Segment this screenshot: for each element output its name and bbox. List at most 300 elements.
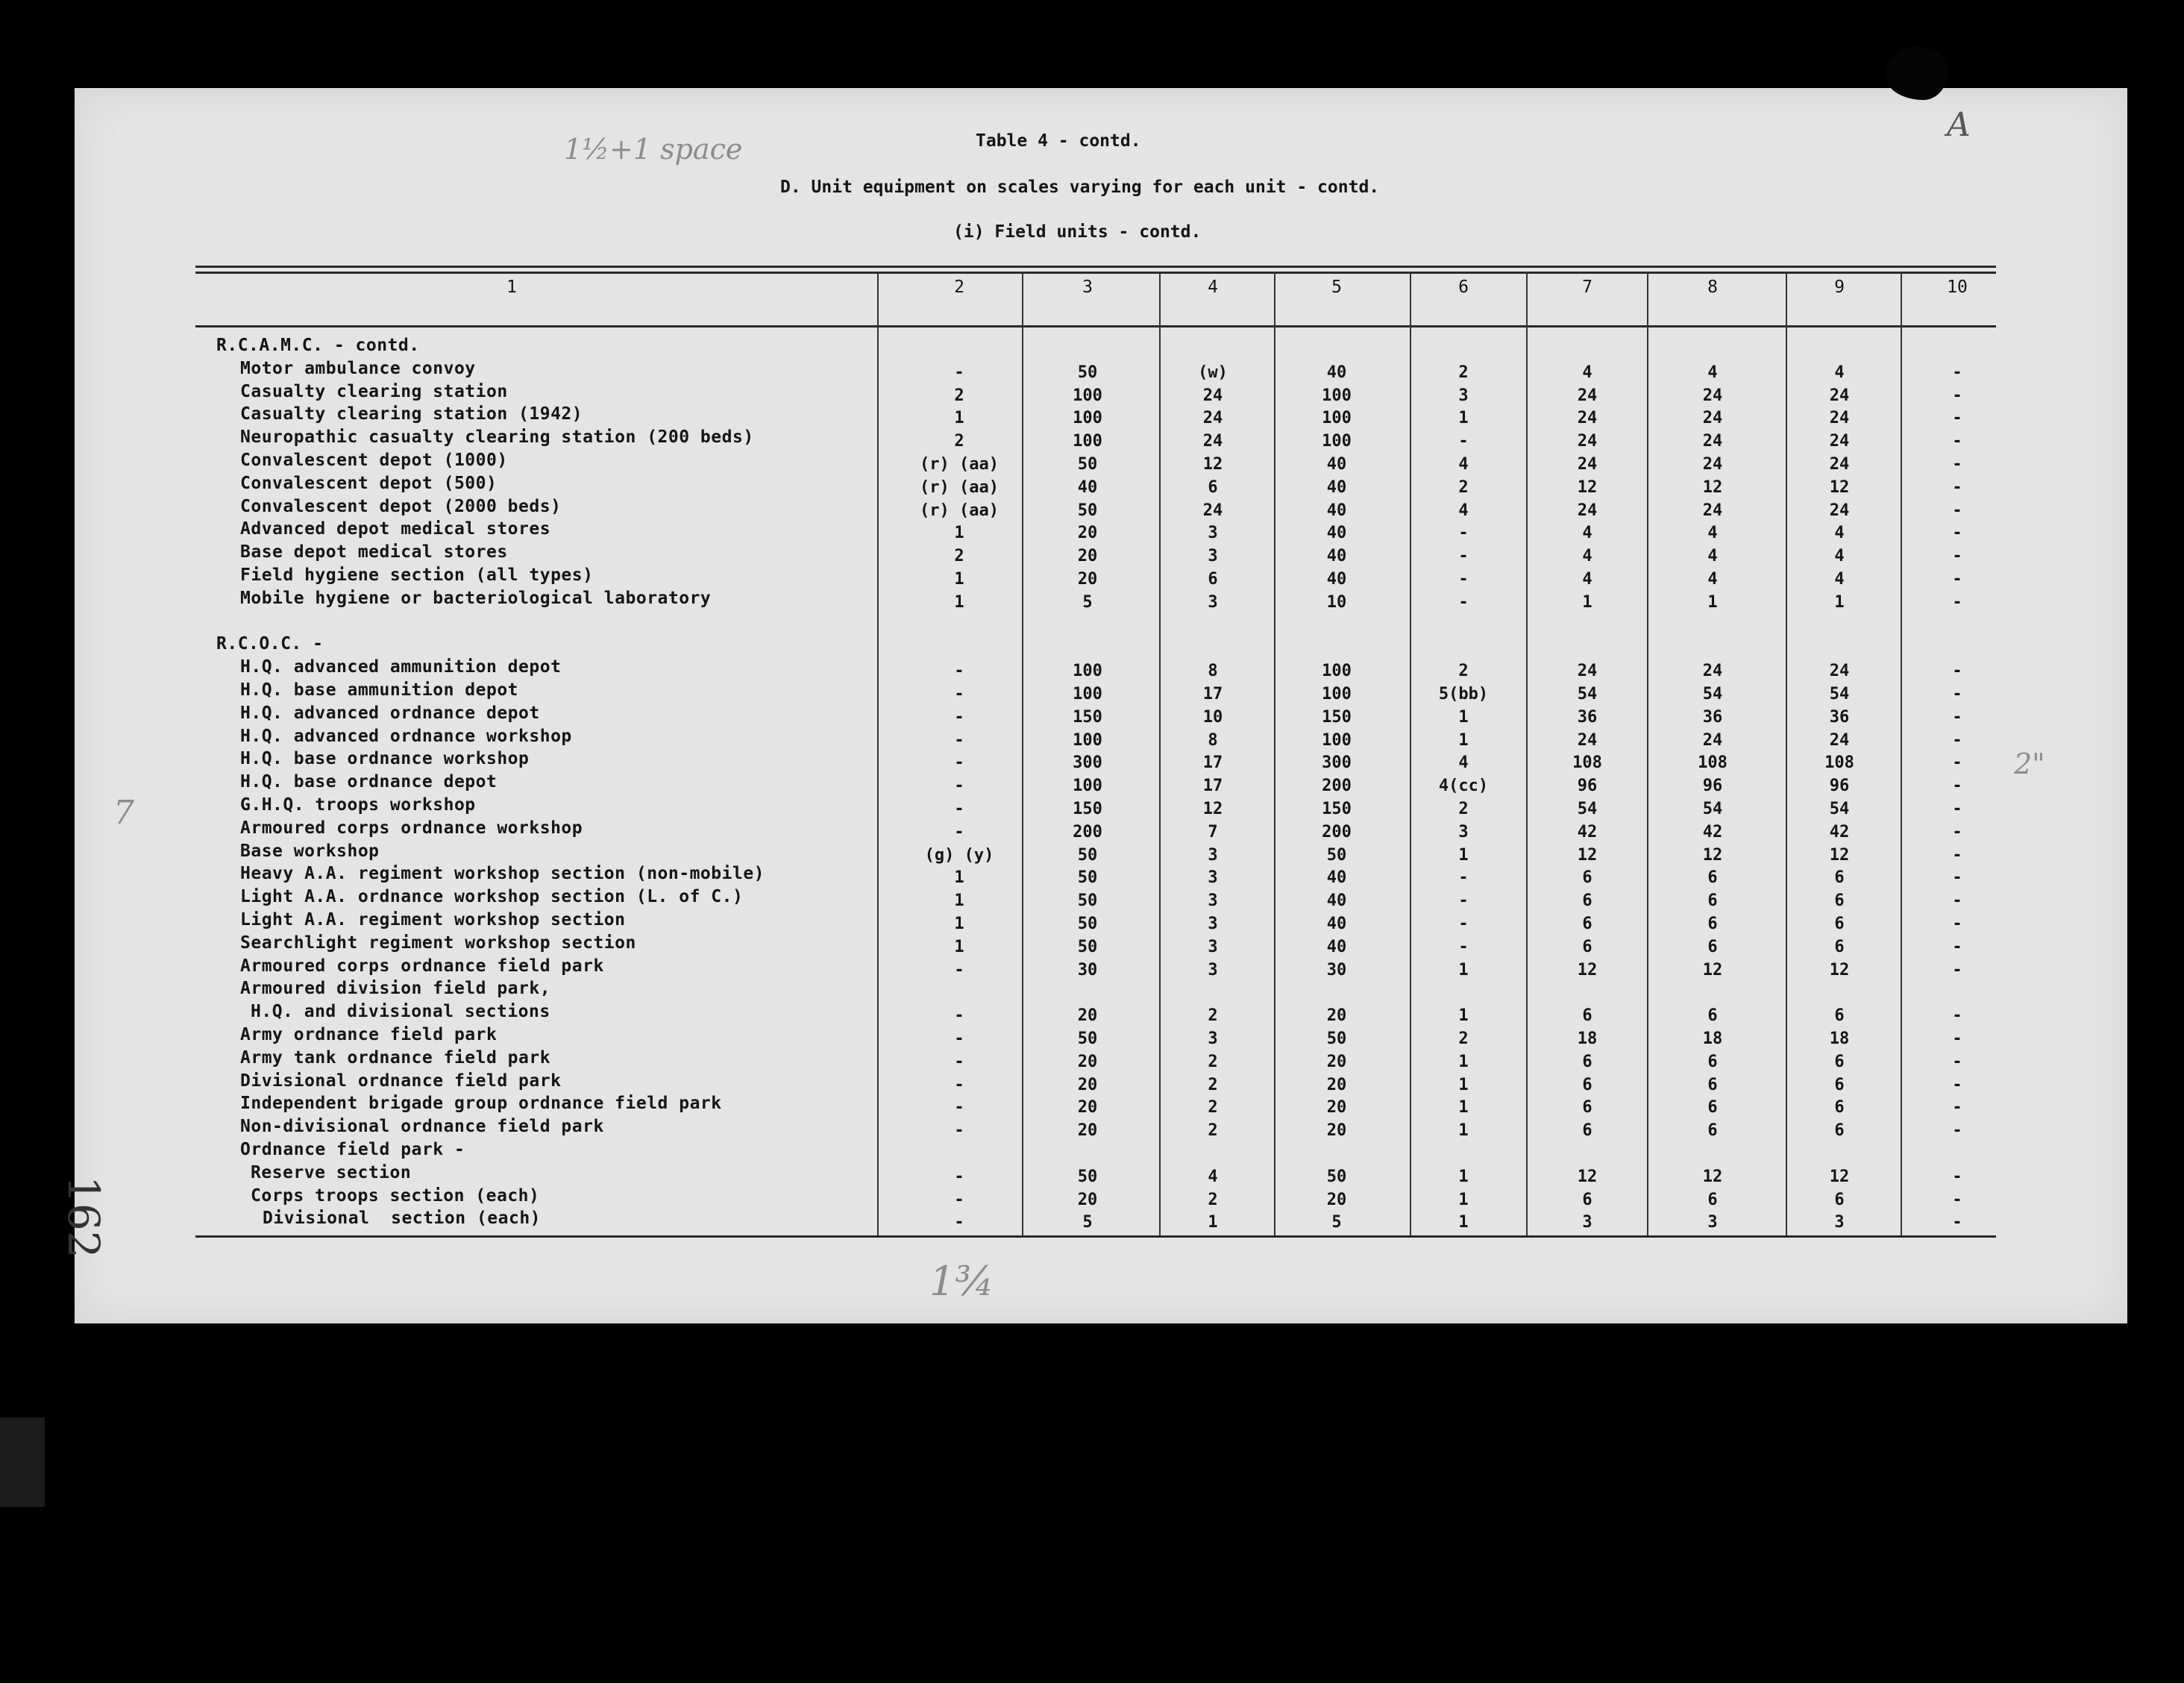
column-header: 7: [1582, 278, 1592, 297]
table-cell: 4: [1707, 547, 1718, 566]
table-cell: 4: [1834, 547, 1845, 566]
table-cell: 3: [1707, 1213, 1718, 1232]
column-divider: [1526, 272, 1528, 1235]
table-cell: 1: [1458, 1075, 1469, 1094]
table-cell: 100: [1073, 409, 1102, 428]
table-cell: -: [954, 730, 964, 750]
table-cell: 100: [1073, 386, 1102, 405]
column-divider: [1786, 272, 1787, 1235]
table-cell: 3: [1208, 960, 1218, 980]
column-header: 3: [1082, 278, 1093, 297]
table-cell: 100: [1073, 432, 1102, 451]
table-cell: 200: [1073, 822, 1102, 841]
table-cell: 18: [1577, 1029, 1598, 1048]
table-cell: 3: [1834, 1213, 1845, 1232]
table-cell: 6: [1834, 937, 1845, 956]
table-cell: 100: [1322, 409, 1352, 428]
handwritten-left-note: 7: [113, 794, 134, 832]
table-cell: -: [1952, 455, 1962, 474]
table-cell: 24: [1577, 501, 1598, 520]
row-label: Heavy A.A. regiment workshop section (non-mobile): [240, 864, 765, 884]
table-cell: 2: [1458, 477, 1469, 497]
table-cell: 200: [1322, 777, 1352, 796]
column-divider: [1647, 272, 1648, 1235]
table-cell: 4: [1707, 570, 1718, 589]
table-cell: 20: [1077, 1052, 1098, 1071]
table-cell: -: [1952, 662, 1962, 681]
table-cell: 50: [1077, 915, 1098, 933]
handwritten-bottom-note: 1¾: [929, 1258, 994, 1305]
table-cell: 3: [1208, 915, 1218, 933]
table-cell: 3: [1208, 891, 1218, 911]
table-cell: -: [954, 662, 964, 681]
table-cell: 6: [1582, 1075, 1592, 1094]
table-cell: -: [1952, 409, 1962, 428]
table-cell: 1: [1208, 1213, 1218, 1232]
table-cell: 1: [1458, 707, 1469, 727]
table-cell: -: [1952, 960, 1962, 980]
table-cell: 100: [1322, 386, 1352, 405]
table-cell: 6: [1834, 1052, 1845, 1071]
table-cell: 3: [1208, 845, 1218, 865]
table-cell: 24: [1202, 501, 1223, 520]
table-cell: -: [954, 1098, 964, 1118]
table-cell: -: [1952, 592, 1962, 612]
table-cell: 3: [1208, 937, 1218, 956]
table-cell: 20: [1077, 1190, 1098, 1209]
handwritten-top-note: 1½+1 space: [564, 133, 743, 166]
table-cell: 40: [1326, 570, 1347, 589]
column-header: 1: [506, 278, 517, 297]
handwritten-right-note: 2": [2014, 748, 2045, 780]
table-cell: -: [1952, 800, 1962, 818]
table-cell: 6: [1582, 937, 1592, 956]
table-cell: -: [954, 1052, 964, 1071]
column-header: 6: [1458, 278, 1469, 297]
table-cell: 1: [954, 409, 964, 428]
table-cell: 24: [1702, 501, 1723, 520]
table-cell: -: [1952, 1075, 1962, 1094]
table-cell: -: [1952, 915, 1962, 933]
table-cell: 20: [1077, 547, 1098, 566]
table-cell: 1: [1458, 1167, 1469, 1186]
table-cell: 5: [1082, 592, 1093, 612]
table-cell: 100: [1073, 730, 1102, 750]
row-label: Field hygiene section (all types): [240, 565, 594, 585]
column-header: 5: [1331, 278, 1342, 297]
table-cell: -: [1952, 685, 1962, 703]
table-cell: -: [1952, 1029, 1962, 1048]
table-cell: (r) (aa): [920, 477, 999, 497]
table-cell: 96: [1577, 777, 1598, 796]
row-label: Armoured division field park,: [240, 979, 551, 999]
table-cell: 24: [1702, 662, 1723, 681]
table-cell: 50: [1077, 455, 1098, 474]
row-label: Searchlight regiment workshop section: [240, 933, 636, 953]
table-cell: 5(bb): [1438, 685, 1489, 703]
table-cell: 24: [1577, 662, 1598, 681]
table-cell: 54: [1829, 685, 1850, 703]
row-label: H.Q. and divisional sections: [251, 1002, 550, 1022]
row-label: Base depot medical stores: [240, 542, 508, 562]
table-cell: 50: [1077, 845, 1098, 865]
table-cell: 12: [1577, 477, 1598, 497]
table-cell: -: [954, 960, 964, 980]
row-label: Advanced depot medical stores: [240, 519, 551, 539]
table-cell: 1: [1458, 1213, 1469, 1232]
table-cell: 12: [1829, 1167, 1850, 1186]
table-cell: -: [954, 1075, 964, 1094]
table-cell: 2: [1208, 1121, 1218, 1141]
table-cell: 50: [1326, 845, 1347, 865]
row-label: H.Q. advanced ordnance workshop: [240, 726, 572, 746]
table-cell: -: [1952, 730, 1962, 750]
table-cell: 54: [1577, 800, 1598, 818]
table-cell: 4: [1582, 363, 1592, 382]
table-cell: 30: [1077, 960, 1098, 980]
column-divider: [877, 272, 879, 1235]
table-cell: 6: [1834, 891, 1845, 911]
table-cell: 54: [1577, 685, 1598, 703]
table-cell: 1: [954, 868, 964, 888]
table-cell: 6: [1707, 1098, 1718, 1118]
table-cell: 12: [1577, 960, 1598, 980]
table-cell: 2: [1208, 1098, 1218, 1118]
table-cell: -: [1952, 777, 1962, 796]
table-cell: -: [1952, 1213, 1962, 1232]
table-cell: 1: [954, 592, 964, 612]
table-cell: 7: [1208, 822, 1218, 841]
table-cell: 2: [954, 432, 964, 451]
table-cell: 1: [1458, 1006, 1469, 1026]
table-cell: 300: [1073, 753, 1102, 773]
table-cell: 100: [1322, 432, 1352, 451]
row-label: H.Q. base ordnance depot: [240, 772, 498, 792]
table-cell: 2: [954, 547, 964, 566]
table-cell: -: [1458, 915, 1469, 933]
table-cell: 1: [1458, 1190, 1469, 1209]
table-cell: 17: [1202, 777, 1223, 796]
row-label: Light A.A. ordnance workshop section (L. of C.): [240, 887, 744, 907]
table-cell: 108: [1824, 753, 1854, 773]
table-cell: 100: [1322, 685, 1352, 703]
row-label: H.Q. advanced ammunition depot: [240, 657, 562, 677]
column-header: 2: [954, 278, 964, 297]
table-cell: -: [954, 800, 964, 818]
table-cell: 24: [1577, 386, 1598, 405]
table-cell: 4: [1458, 501, 1469, 520]
table-cell: 24: [1829, 730, 1850, 750]
table-cell: 6: [1834, 1190, 1845, 1209]
table-cell: 3: [1458, 822, 1469, 841]
row-label: Non-divisional ordnance field park: [240, 1117, 604, 1137]
ink-blot: [1886, 46, 1948, 100]
table-cell: 20: [1077, 1075, 1098, 1094]
table-cell: 1: [1834, 592, 1845, 612]
table-cell: 20: [1077, 1006, 1098, 1026]
film-edge-mark: [0, 1417, 45, 1507]
table-cell: 100: [1073, 777, 1102, 796]
table-cell: 50: [1326, 1167, 1347, 1186]
table-cell: 6: [1707, 937, 1718, 956]
table-cell: 5: [1082, 1213, 1093, 1232]
table-cell: 20: [1326, 1098, 1347, 1118]
table-cell: 4: [1834, 570, 1845, 589]
table-cell: 6: [1707, 1052, 1718, 1071]
table-cell: 12: [1829, 960, 1850, 980]
table-cell: 50: [1077, 891, 1098, 911]
table-cell: 4: [1707, 524, 1718, 543]
table-cell: 4: [1582, 547, 1592, 566]
column-header: 8: [1707, 278, 1718, 297]
table-cell: 24: [1829, 662, 1850, 681]
table-cell: 5: [1331, 1213, 1342, 1232]
row-label: Light A.A. regiment workshop section: [240, 910, 626, 930]
table-cell: 100: [1322, 730, 1352, 750]
table-cell: 36: [1702, 707, 1723, 727]
table-cell: 6: [1582, 891, 1592, 911]
table-cell: -: [1952, 1167, 1962, 1186]
table-cell: 24: [1702, 409, 1723, 428]
row-label: Neuropathic casualty clearing station (200 beds): [240, 427, 754, 448]
column-divider: [1410, 272, 1411, 1235]
table-cell: 1: [954, 524, 964, 543]
table-cell: 36: [1829, 707, 1850, 727]
table-cell: 3: [1208, 868, 1218, 888]
table-header-rule: [195, 325, 1996, 327]
table-cell: 12: [1702, 960, 1723, 980]
table-cell: 3: [1208, 524, 1218, 543]
table-cell: -: [1458, 891, 1469, 911]
table-cell: -: [954, 1029, 964, 1048]
table-cell: 6: [1834, 1075, 1845, 1094]
table-cell: 10: [1202, 707, 1223, 727]
table-cell: 24: [1702, 432, 1723, 451]
table-cell: 6: [1582, 915, 1592, 933]
table-cell: 96: [1829, 777, 1850, 796]
row-label: Mobile hygiene or bacteriological laboratory: [240, 588, 712, 608]
table-cell: 2: [1458, 662, 1469, 681]
table-cell: 1: [1458, 409, 1469, 428]
table-cell: -: [954, 685, 964, 703]
table-cell: -: [954, 1190, 964, 1209]
table-cell: 4: [1208, 1167, 1218, 1186]
table-cell: 40: [1326, 501, 1347, 520]
table-cell: 17: [1202, 685, 1223, 703]
table-cell: 50: [1077, 868, 1098, 888]
table-cell: 300: [1322, 753, 1352, 773]
table-cell: 6: [1582, 1006, 1592, 1026]
table-cell: 3: [1582, 1213, 1592, 1232]
table-cell: 150: [1073, 800, 1102, 818]
table-cell: 24: [1829, 432, 1850, 451]
table-cell: (g) (y): [924, 845, 994, 865]
table-cell: 18: [1702, 1029, 1723, 1048]
column-divider: [1274, 272, 1275, 1235]
table-cell: 24: [1829, 409, 1850, 428]
table-cell: 100: [1322, 662, 1352, 681]
table-cell: 54: [1829, 800, 1850, 818]
table-cell: 200: [1322, 822, 1352, 841]
row-label: Armoured corps ordnance field park: [240, 956, 604, 976]
table-subsubtitle: (i) Field units - contd.: [953, 222, 1202, 242]
row-label: Divisional ordnance field park: [240, 1071, 562, 1091]
row-label: Motor ambulance convoy: [240, 358, 476, 378]
table-cell: -: [1458, 570, 1469, 589]
table-cell: 50: [1077, 363, 1098, 382]
row-label: H.Q. base ordnance workshop: [240, 749, 530, 769]
table-cell: -: [1952, 477, 1962, 497]
table-cell: 108: [1572, 753, 1602, 773]
table-cell: 17: [1202, 753, 1223, 773]
table-cell: -: [1952, 1121, 1962, 1141]
table-cell: -: [1952, 822, 1962, 841]
table-cell: 4: [1834, 363, 1845, 382]
table-cell: 6: [1208, 477, 1218, 497]
table-cell: -: [1952, 432, 1962, 451]
table-cell: 24: [1577, 432, 1598, 451]
table-cell: -: [1458, 432, 1469, 451]
column-divider: [1901, 272, 1902, 1235]
table-cell: 24: [1829, 386, 1850, 405]
table-cell: 2: [1208, 1052, 1218, 1071]
table-cell: 1: [954, 915, 964, 933]
table-cell: 36: [1577, 707, 1598, 727]
table-cell: 4: [1582, 524, 1592, 543]
row-label: Casualty clearing station: [240, 381, 508, 401]
table-cell: 40: [1077, 477, 1098, 497]
table-cell: 24: [1829, 501, 1850, 520]
table-cell: 50: [1077, 1167, 1098, 1186]
table-cell: 20: [1326, 1006, 1347, 1026]
table-cell: 40: [1326, 524, 1347, 543]
table-cell: 24: [1202, 432, 1223, 451]
table-cell: 3: [1208, 592, 1218, 612]
table-cell: 150: [1073, 707, 1102, 727]
table-cell: 40: [1326, 868, 1347, 888]
table-cell: 2: [1458, 800, 1469, 818]
table-cell: -: [954, 1213, 964, 1232]
table-cell: 18: [1829, 1029, 1850, 1048]
table-cell: 54: [1702, 800, 1723, 818]
table-cell: 24: [1202, 409, 1223, 428]
table-cell: -: [1952, 570, 1962, 589]
table-cell: 42: [1829, 822, 1850, 841]
table-cell: 50: [1326, 1029, 1347, 1048]
table-cell: -: [1458, 547, 1469, 566]
table-cell: -: [954, 363, 964, 382]
table-cell: -: [1952, 891, 1962, 911]
table-cell: 50: [1077, 501, 1098, 520]
row-label: Convalescent depot (1000): [240, 451, 508, 470]
table-cell: 24: [1577, 409, 1598, 428]
table-cell: 12: [1577, 1167, 1598, 1186]
table-cell: -: [1952, 707, 1962, 727]
table-cell: -: [1952, 524, 1962, 543]
table-cell: 1: [1458, 730, 1469, 750]
table-cell: 24: [1577, 455, 1598, 474]
table-cell: -: [1952, 1190, 1962, 1209]
table-cell: -: [1952, 547, 1962, 566]
table-cell: 1: [1458, 960, 1469, 980]
table-cell: -: [954, 707, 964, 727]
table-subtitle: D. Unit equipment on scales varying for each unit - contd.: [780, 178, 1380, 197]
row-label: Convalescent depot (2000 beds): [240, 496, 562, 516]
table-cell: -: [1952, 937, 1962, 956]
table-cell: 6: [1707, 915, 1718, 933]
table-cell: 1: [1458, 1121, 1469, 1141]
table-cell: 12: [1577, 845, 1598, 865]
table-cell: 3: [1458, 386, 1469, 405]
table-cell: 42: [1577, 822, 1598, 841]
row-label: Reserve section: [251, 1162, 412, 1182]
table-top-rule: [195, 266, 1996, 268]
table-cell: 50: [1077, 937, 1098, 956]
table-cell: 20: [1077, 570, 1098, 589]
table-cell: 4(cc): [1438, 777, 1489, 796]
table-cell: -: [954, 1121, 964, 1141]
table-cell: 54: [1702, 685, 1723, 703]
table-cell: 40: [1326, 363, 1347, 382]
table-cell: 20: [1326, 1052, 1347, 1071]
table-cell: 1: [1582, 592, 1592, 612]
table-cell: -: [1458, 868, 1469, 888]
row-label: R.C.A.M.C. - contd.: [216, 336, 420, 355]
table-cell: 24: [1202, 386, 1223, 405]
table-cell: 8: [1208, 730, 1218, 750]
table-cell: 4: [1458, 455, 1469, 474]
table-cell: 12: [1202, 455, 1223, 474]
table-cell: 12: [1702, 1167, 1723, 1186]
table-cell: 3: [1208, 547, 1218, 566]
table-cell: 6: [1834, 915, 1845, 933]
table-cell: 10: [1326, 592, 1347, 612]
table-cell: 6: [1834, 868, 1845, 888]
table-cell: (r) (aa): [920, 455, 999, 474]
table-cell: 20: [1077, 1098, 1098, 1118]
table-cell: 24: [1829, 455, 1850, 474]
row-label: R.C.O.C. -: [216, 634, 324, 654]
handwritten-page-number: 162: [58, 1176, 109, 1259]
table-cell: 6: [1834, 1121, 1845, 1141]
row-label: H.Q. base ammunition depot: [240, 680, 519, 700]
row-label: Armoured corps ordnance workshop: [240, 818, 583, 838]
table-cell: 4: [1458, 753, 1469, 773]
table-cell: 1: [1707, 592, 1718, 612]
table-cell: 6: [1582, 868, 1592, 888]
table-cell: 2: [1208, 1075, 1218, 1094]
table-cell: 96: [1702, 777, 1723, 796]
table-cell: -: [1952, 1052, 1962, 1071]
table-cell: 6: [1707, 891, 1718, 911]
table-cell: -: [954, 822, 964, 841]
table-cell: 40: [1326, 547, 1347, 566]
row-label: Convalescent depot (500): [240, 473, 498, 493]
table-cell: 24: [1577, 730, 1598, 750]
table-cell: 40: [1326, 455, 1347, 474]
table-cell: -: [954, 777, 964, 796]
table-cell: 6: [1707, 1121, 1718, 1141]
table-cell: 1: [1458, 845, 1469, 865]
table-cell: 1: [1458, 1098, 1469, 1118]
table-cell: 1: [954, 570, 964, 589]
table-cell: 20: [1077, 524, 1098, 543]
table-cell: (w): [1198, 363, 1228, 382]
table-cell: -: [1952, 868, 1962, 888]
table-cell: 8: [1208, 662, 1218, 681]
row-label: Corps troops section (each): [251, 1185, 540, 1206]
table-cell: 6: [1582, 1052, 1592, 1071]
